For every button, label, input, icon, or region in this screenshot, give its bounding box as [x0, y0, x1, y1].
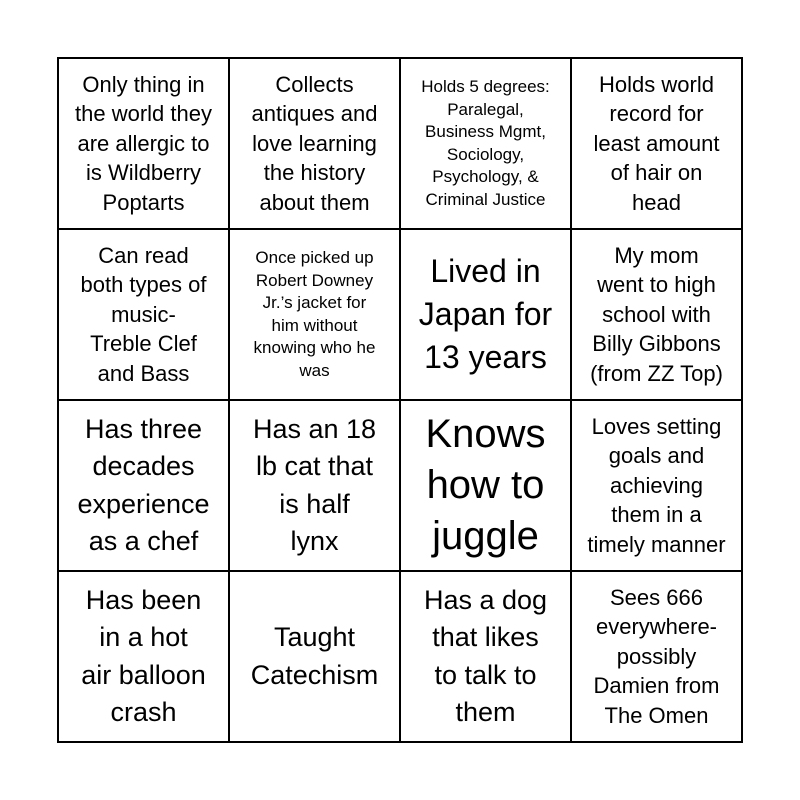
cell-text: Has a dog that likes to talk to them: [423, 584, 548, 727]
bingo-cell[interactable]: [229, 571, 400, 742]
cell-text: Collects antiques and love learning the history about them: [251, 71, 378, 215]
cell-text: Holds world record for least amount of hair on head: [593, 71, 720, 215]
bingo-cell[interactable]: [58, 571, 229, 742]
cell-text: Knows how to juggle: [425, 412, 546, 558]
bingo-cell[interactable]: [571, 571, 742, 742]
bingo-cell[interactable]: [400, 571, 571, 742]
cell-text: Can read both types of music- Treble Clef and Bass: [80, 242, 207, 386]
bingo-cell[interactable]: [58, 400, 229, 571]
cell-text: Has three decades experience as a chef: [77, 413, 210, 556]
bingo-cell[interactable]: [229, 58, 400, 229]
bingo-cell[interactable]: [400, 229, 571, 400]
bingo-cell[interactable]: [571, 400, 742, 571]
cell-text: Has an 18 lb cat that is half lynx: [252, 413, 377, 556]
cell-text: Holds 5 degrees: Paralegal, Business Mgmt, Sociology, Psychology, & Criminal Justice: [421, 77, 550, 209]
bingo-cell[interactable]: [571, 229, 742, 400]
cell-text: My mom went to high school with Billy Gibbons (from ZZ Top): [590, 242, 723, 386]
cell-text: Taught Catechism: [250, 622, 379, 690]
bingo-cell[interactable]: [229, 400, 400, 571]
bingo-cell[interactable]: [400, 58, 571, 229]
cell-text: Once picked up Robert Downey Jr.’s jacket for him without knowing who he was: [253, 248, 376, 380]
bingo-cell[interactable]: [229, 229, 400, 400]
bingo-cell[interactable]: [58, 58, 229, 229]
cell-text: Sees 666 everywhere- possibly Damien from The Omen: [593, 584, 720, 728]
bingo-cell[interactable]: [400, 400, 571, 571]
cell-text: Lived in Japan for 13 years: [418, 253, 553, 375]
cell-text: Has been in a hot air balloon crash: [81, 584, 206, 727]
bingo-cell[interactable]: [571, 58, 742, 229]
cell-text: Loves setting goals and achieving them in a timely manner: [587, 413, 726, 557]
bingo-board: [57, 57, 743, 743]
cell-text: Only thing in the world they are allergic to is Wildberry Poptarts: [75, 71, 212, 215]
bingo-cell[interactable]: [58, 229, 229, 400]
